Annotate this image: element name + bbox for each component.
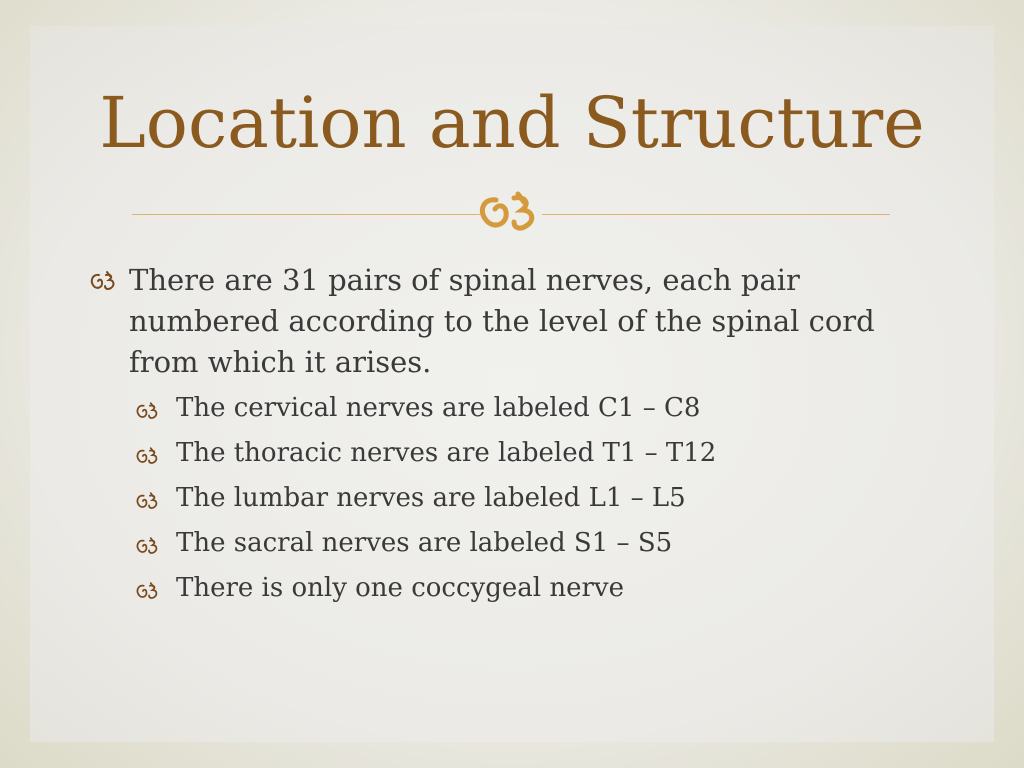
fleuron-bullet-icon [135,536,163,556]
sub-bullet-text: There is only one coccygeal nerve [176,573,624,603]
sub-bullet-item [135,435,895,480]
fleuron-bullet-icon [135,581,163,601]
sub-bullet-text: The lumbar nerves are labeled L1 – L5 [176,483,686,513]
fleuron-bullet-icon [135,401,163,421]
sub-bullet-item [135,570,895,615]
title-divider-left [132,214,484,215]
sub-bullet-text: The cervical nerves are labeled C1 – C8 [176,393,701,423]
sub-bullet-item [135,390,895,435]
bullet-text: There are 31 pairs of spinal nerves, each pair numbered according to the level of the spinal cord from which it arises. [129,263,875,379]
sub-bullet-list [135,390,895,615]
fleuron-ornament-icon [474,188,554,238]
slide-title: Location and Structure [99,82,925,164]
fleuron-bullet-icon [135,446,163,466]
sub-bullet-text: The sacral nerves are labeled S1 – S5 [176,528,673,558]
sub-bullet-item [135,480,895,525]
title-divider-right [542,214,890,215]
fleuron-bullet-icon [135,491,163,511]
sub-bullet-item [135,525,895,570]
fleuron-bullet-icon [89,270,121,292]
sub-bullet-text: The thoracic nerves are labeled T1 – T12 [176,438,717,468]
